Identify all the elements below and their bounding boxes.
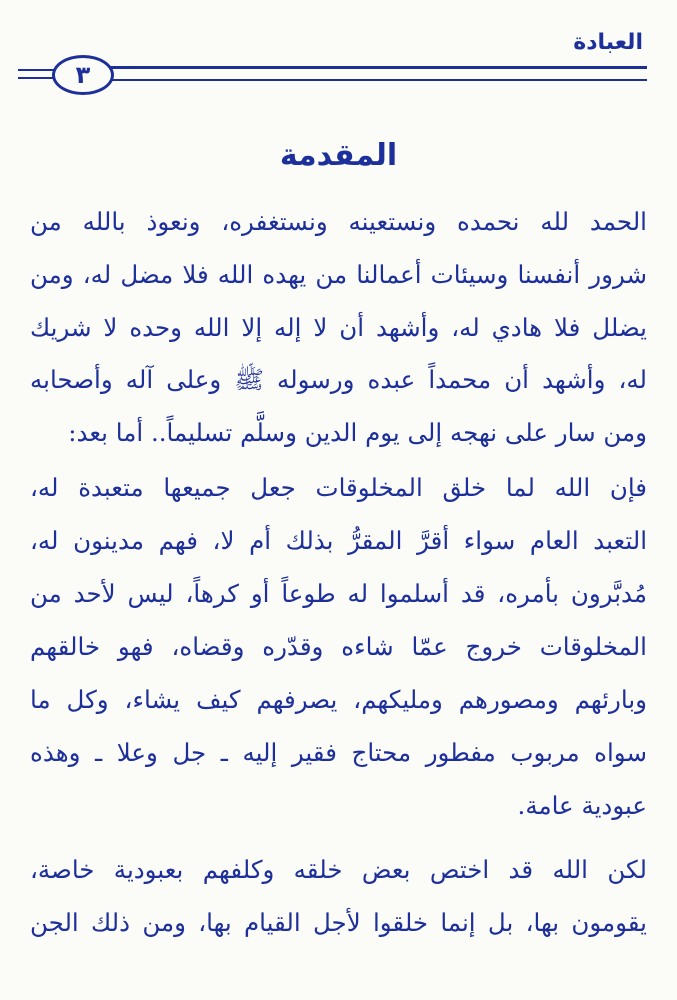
text-line: شرور أنفسنا وسيئات أعمالنا من يهده الله فلا مضل له، ومن — [30, 260, 647, 289]
text-line: يضلل فلا هادي له، وأشهد أن لا إله إلا الله وحده لا شريك — [30, 313, 647, 342]
page-number-badge — [52, 55, 114, 95]
text-line: مُدبَّرون بأمره، قد أسلموا له طوعاً أو كرهاً، ليس لأحد من — [30, 579, 647, 608]
text-line: الحمد لله نحمده ونستعينه ونستغفره، ونعوذ بالله من — [30, 207, 647, 236]
header-rule — [108, 66, 647, 81]
text-line: له، وأشهد أن محمداً عبده ورسوله ﷺ وعلى آله وأصحابه — [30, 365, 647, 394]
text-line: يقومون بها، بل إنما خلقوا لأجل القيام بها، ومن ذلك الجن — [30, 908, 647, 937]
text-line: التعبد العام سواء أقرَّ المقرُّ بذلك أم لا، فهم مدينون له، — [30, 526, 647, 555]
text-line: لكن الله قد اختص بعض خلقه وكلفهم بعبودية خاصة، — [30, 855, 647, 884]
text-line: ومن سار على نهجه إلى يوم الدين وسلَّم تسليماً.. أما بعد: — [68, 418, 647, 447]
text-line: وبارئهم ومصورهم ومليكهم، يصرفهم كيف يشاء، وكل ما — [30, 685, 647, 714]
page-number: ٣ — [75, 61, 91, 89]
section-title: المقدمة — [279, 138, 398, 173]
text-line: فإن الله لما خلق المخلوقات جعل جميعها متعبدة له، — [30, 473, 647, 502]
text-line: سواه مربوب مفطور محتاج فقير إليه ـ جل وعلا ـ وهذه — [30, 738, 647, 767]
text-line: المخلوقات خروج عمّا شاءه وقدّره وقضاه، فهو خالقهم — [30, 632, 647, 661]
running-title: العبادة — [573, 30, 643, 55]
text-line: عبودية عامة. — [517, 791, 647, 820]
